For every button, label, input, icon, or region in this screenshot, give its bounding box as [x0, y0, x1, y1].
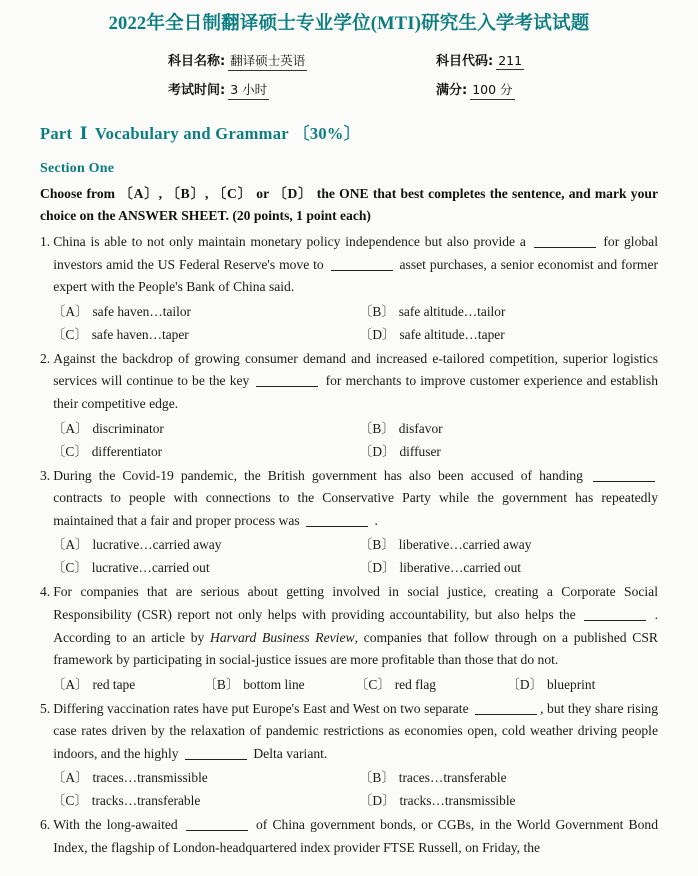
option-label: safe haven…tailor	[92, 303, 191, 319]
question-number: 5.	[40, 700, 51, 716]
option-label: diffuser	[399, 443, 441, 459]
option-label: blueprint	[546, 676, 596, 692]
question-text-run: asset purchases, a senior economist and former expert with the People's Bank of China said.	[53, 256, 659, 295]
question-text-run: China is able to not only maintain monetary policy independence but also provide a	[53, 234, 531, 250]
option-tag: 〔C〕	[52, 793, 88, 809]
question-list	[40, 231, 658, 860]
option-choice[interactable]	[52, 440, 355, 463]
meta-value-total-score: 100 分	[470, 80, 514, 100]
question-item	[40, 698, 658, 813]
option-choice[interactable]	[204, 673, 356, 696]
meta-value-subject-code: 211	[498, 53, 523, 69]
exam-meta-block	[0, 50, 698, 100]
meta-subject-code	[436, 50, 524, 71]
answer-blank[interactable]	[331, 270, 393, 271]
option-row	[52, 789, 658, 812]
question-text-run: contracts to people with connections to the Conservative Party while the government has repeatedly maintained that a fair and proper process was	[53, 490, 658, 528]
exam-paper-page	[0, 13, 698, 876]
option-choice[interactable]	[52, 766, 355, 789]
question-text-run: Against the backdrop of growing consumer demand and increased e-tailored competition, superior logistics services will continue to be the key	[53, 350, 658, 389]
question-text-run: For companies that are serious about getting involved in social justice, creating a Corporate Social Responsibility (CSR) report not only helps with providing accountability, but also helps the	[53, 584, 658, 622]
question-body	[40, 348, 658, 416]
option-tag: 〔B〕	[359, 420, 395, 436]
answer-blank[interactable]	[306, 526, 368, 527]
option-choice[interactable]	[355, 766, 658, 789]
option-choice[interactable]	[52, 556, 355, 579]
question-body	[40, 814, 658, 859]
option-choice[interactable]	[52, 417, 355, 440]
answer-blank[interactable]	[593, 481, 655, 482]
answer-blank[interactable]	[534, 247, 596, 248]
question-item	[40, 814, 658, 859]
option-row	[52, 533, 658, 556]
question-text-run: During the Covid-19 pandemic, the British government has also been accused of handing	[53, 467, 590, 483]
option-row	[52, 673, 658, 696]
question-text	[53, 814, 658, 859]
meta-label-total-score: 满分:	[436, 83, 468, 99]
option-group	[40, 766, 658, 812]
question-text-run: for merchants to improve customer experience and establish their competitive edge.	[53, 373, 658, 411]
option-choice[interactable]	[355, 673, 507, 696]
meta-label-subject-code: 科目代码:	[436, 54, 494, 70]
option-choice[interactable]	[355, 789, 658, 812]
question-text-run: . According to an article by	[53, 606, 658, 645]
meta-value-subject-name: 翻译硕士英语	[228, 51, 307, 71]
meta-total-score	[436, 79, 515, 100]
option-tag: 〔A〕	[52, 420, 89, 436]
question-item	[40, 581, 658, 695]
question-text	[53, 465, 658, 533]
answer-blank[interactable]	[186, 830, 248, 831]
question-text	[53, 348, 658, 416]
question-text-run: , companies that follow through on a published CSR framework by participating in social-justice issues are more profitable than those that do not.	[53, 629, 658, 668]
meta-value-exam-duration: 3 小时	[228, 80, 269, 100]
option-row	[52, 766, 658, 789]
option-label: disfavor	[398, 420, 443, 436]
option-choice[interactable]	[355, 533, 658, 556]
question-number: 1.	[40, 234, 51, 250]
option-choice[interactable]	[355, 417, 658, 440]
option-label: liberative…carried away	[398, 537, 532, 553]
option-group	[40, 533, 658, 579]
option-tag: 〔B〕	[359, 303, 395, 319]
option-tag: 〔D〕	[359, 443, 396, 459]
question-text-run: Delta variant.	[249, 745, 328, 761]
option-choice[interactable]	[355, 440, 658, 463]
option-row	[52, 323, 658, 346]
option-tag: 〔C〕	[355, 676, 391, 692]
option-tag: 〔C〕	[52, 560, 88, 576]
question-text-run: Differing vaccination rates have put Europe's East and West on two separate	[53, 700, 473, 716]
option-row	[52, 440, 658, 463]
option-tag: 〔D〕	[359, 560, 396, 576]
question-text-run: , but they share rising case rates driven by the relaxation of pandemic restrictions as economies open, cold weather driving people indoors, and the highly	[53, 700, 658, 761]
question-text	[53, 581, 658, 671]
question-number: 3.	[40, 467, 51, 483]
option-tag: 〔C〕	[52, 443, 88, 459]
option-label: red flag	[394, 676, 436, 692]
question-text-run: of China government bonds, or CGBs, in the World Government Bond Index, the flagship of London-headquartered index provider FTSE Russell, on Friday, the	[53, 817, 658, 856]
option-label: safe altitude…taper	[399, 326, 505, 342]
question-number: 2.	[40, 350, 51, 366]
option-choice[interactable]	[52, 300, 355, 323]
answer-blank[interactable]	[475, 714, 537, 715]
meta-row	[0, 79, 698, 100]
option-choice[interactable]	[52, 789, 355, 812]
option-group	[40, 417, 658, 463]
part-heading	[40, 120, 698, 144]
option-label: safe altitude…tailor	[398, 303, 506, 319]
option-choice[interactable]	[52, 533, 355, 556]
option-label: discriminator	[92, 420, 164, 436]
meta-row	[0, 50, 698, 71]
part-prefix: Part	[40, 124, 73, 144]
option-tag: 〔A〕	[52, 676, 89, 692]
option-tag: 〔A〕	[52, 770, 89, 786]
option-label: liberative…carried out	[399, 560, 522, 576]
question-body	[40, 581, 658, 671]
option-row	[52, 556, 658, 579]
option-label: traces…transmissible	[92, 770, 208, 786]
option-tag: 〔D〕	[359, 793, 396, 809]
option-label: bottom line	[243, 676, 305, 692]
option-tag: 〔A〕	[52, 537, 89, 553]
option-label: differentiator	[91, 443, 163, 459]
meta-exam-duration	[168, 79, 436, 100]
option-label: lucrative…carried out	[91, 560, 210, 576]
meta-label-exam-duration: 考试时间:	[168, 83, 226, 99]
option-tag: 〔D〕	[359, 326, 396, 342]
option-group	[40, 300, 658, 346]
option-label: lucrative…carried away	[92, 537, 222, 553]
option-label: tracks…transferable	[91, 793, 201, 809]
option-tag: 〔B〕	[359, 537, 395, 553]
page-title: 2022年全日制翻译硕士专业学位(MTI)研究生入学考试试题	[108, 14, 590, 34]
option-label: traces…transferable	[398, 770, 507, 786]
cited-publication: Harvard Business Review	[210, 629, 355, 645]
option-group	[40, 673, 658, 696]
option-choice[interactable]	[52, 673, 204, 696]
meta-subject-name	[168, 50, 436, 71]
option-label: safe haven…taper	[91, 326, 189, 342]
question-item	[40, 465, 658, 580]
section-instruction: Choose from 〔A〕, 〔B〕, 〔C〕 or 〔D〕 the ONE that best completes the sentence, and mark your choice on the ANSWER SHEET. (20 points, 1 point each)	[40, 186, 658, 223]
option-row	[52, 300, 658, 323]
question-item	[40, 231, 658, 346]
option-tag: 〔C〕	[52, 326, 88, 342]
question-body	[40, 465, 658, 533]
option-choice[interactable]	[355, 556, 658, 579]
option-choice[interactable]	[507, 673, 659, 696]
meta-label-subject-name: 科目名称:	[168, 54, 226, 70]
option-choice[interactable]	[52, 323, 355, 346]
answer-blank[interactable]	[584, 620, 646, 621]
question-number: 4.	[40, 584, 51, 600]
section-heading: Section One	[40, 161, 115, 177]
option-tag: 〔B〕	[203, 676, 240, 692]
option-choice[interactable]	[355, 300, 658, 323]
question-text-run: for global investors amid the US Federal Reserve's move to	[53, 234, 658, 272]
question-text	[53, 231, 658, 299]
option-label: tracks…transmissible	[399, 793, 516, 809]
answer-blank[interactable]	[185, 759, 247, 760]
option-choice[interactable]	[355, 323, 658, 346]
part-numeral: Ⅰ	[79, 124, 88, 144]
answer-blank[interactable]	[256, 386, 318, 387]
part-weight: 〔30%〕	[293, 124, 361, 144]
part-name: Vocabulary and Grammar	[94, 124, 289, 144]
question-number: 6.	[40, 817, 51, 833]
option-tag: 〔D〕	[506, 676, 543, 692]
question-text-run: .	[371, 512, 378, 528]
option-tag: 〔B〕	[359, 770, 395, 786]
question-body	[40, 698, 658, 766]
option-row	[52, 417, 658, 440]
question-item	[40, 348, 658, 463]
option-label: red tape	[92, 676, 136, 692]
option-tag: 〔A〕	[52, 303, 89, 319]
question-text-run: With the long-awaited	[53, 817, 183, 833]
question-body	[40, 231, 658, 299]
question-text	[53, 698, 658, 766]
